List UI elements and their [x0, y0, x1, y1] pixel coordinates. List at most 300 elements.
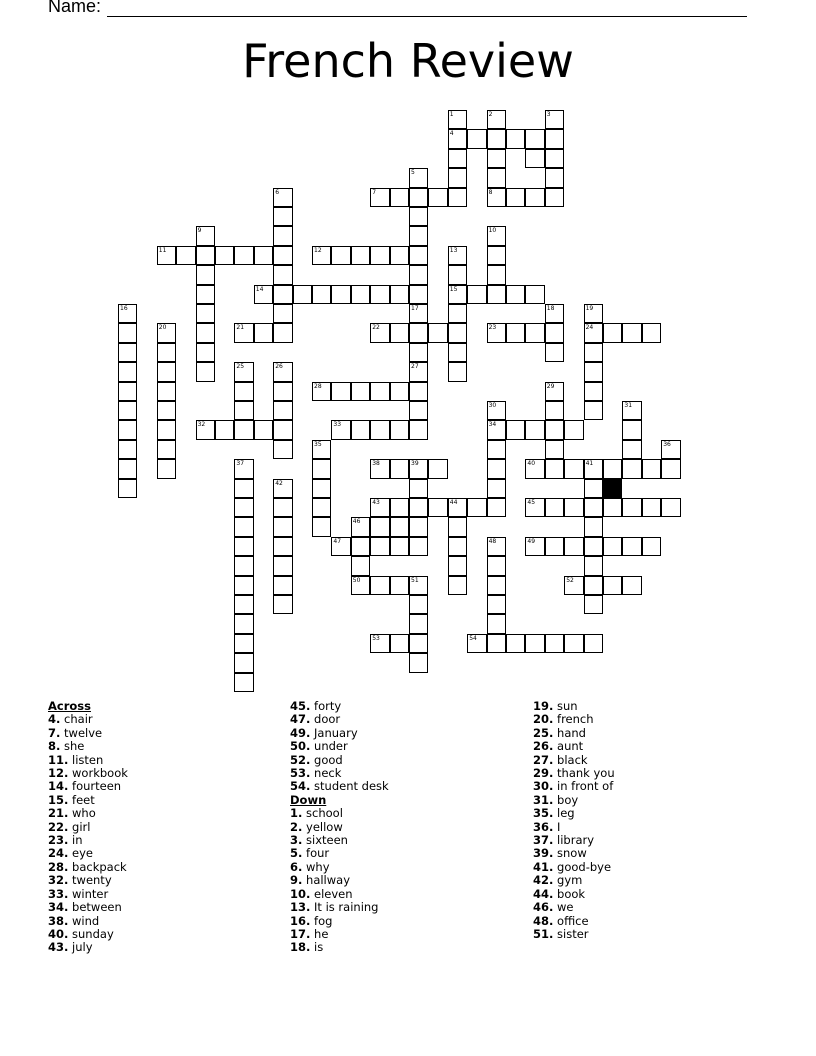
- grid-cell[interactable]: [351, 285, 370, 304]
- grid-cell[interactable]: [448, 323, 467, 342]
- grid-cell[interactable]: [370, 537, 389, 556]
- grid-cell[interactable]: [273, 440, 292, 459]
- clue-number: 47: [333, 537, 342, 545]
- grid-cell[interactable]: [273, 382, 292, 401]
- clue-item: [290, 888, 389, 901]
- clue-item-number: 54.: [290, 779, 311, 794]
- clue-item-text: eye: [68, 846, 93, 861]
- across-clue-list-continued: [290, 700, 389, 794]
- clue-item-text: workbook: [68, 766, 128, 781]
- grid-cell[interactable]: [273, 226, 292, 245]
- grid-cell[interactable]: [118, 479, 137, 498]
- grid-cell[interactable]: [312, 498, 331, 517]
- clue-item-text: yellow: [302, 819, 343, 834]
- grid-cell[interactable]: [487, 459, 506, 478]
- grid-cell[interactable]: [487, 285, 506, 304]
- grid-cell[interactable]: [622, 537, 641, 556]
- grid-cell[interactable]: [215, 420, 234, 439]
- grid-cell[interactable]: [622, 440, 641, 459]
- grid-cell[interactable]: [545, 401, 564, 420]
- clue-item-number: 16.: [290, 913, 311, 928]
- clue-item: [533, 713, 615, 726]
- grid-cell[interactable]: [390, 323, 409, 342]
- grid-cell[interactable]: [487, 129, 506, 148]
- grid-cell[interactable]: [234, 537, 253, 556]
- grid-cell[interactable]: [254, 323, 273, 342]
- grid-cell[interactable]: [196, 304, 215, 323]
- grid-cell[interactable]: [409, 401, 428, 420]
- grid-cell[interactable]: [487, 479, 506, 498]
- grid-cell[interactable]: [234, 401, 253, 420]
- grid-cell[interactable]: [584, 634, 603, 653]
- clue-item-text: she: [60, 739, 85, 754]
- grid-cell[interactable]: [603, 459, 622, 478]
- clue-item-text: we: [553, 900, 574, 915]
- clue-item: [48, 888, 128, 901]
- grid-cell[interactable]: [545, 168, 564, 187]
- grid-cell[interactable]: [584, 576, 603, 595]
- grid-cell[interactable]: [603, 498, 622, 517]
- clue-number: 17: [411, 305, 419, 312]
- grid-cell[interactable]: [564, 537, 583, 556]
- grid-cell[interactable]: [273, 401, 292, 420]
- grid-cell[interactable]: [661, 498, 680, 517]
- grid-cell[interactable]: [157, 401, 176, 420]
- clue-item-text: school: [302, 806, 343, 821]
- grid-cell[interactable]: [487, 168, 506, 187]
- grid-cell[interactable]: [545, 498, 564, 517]
- grid-cell[interactable]: [506, 129, 525, 148]
- grid-cell[interactable]: [409, 246, 428, 265]
- clue-item-number: 7.: [48, 725, 61, 740]
- grid-cell[interactable]: [390, 576, 409, 595]
- clue-item-number: 12.: [48, 766, 69, 781]
- clue-item-number: 6.: [290, 859, 303, 874]
- clue-number: 19: [585, 305, 594, 312]
- clue-item: [48, 807, 128, 820]
- grid-cell[interactable]: [157, 362, 176, 381]
- grid-cell[interactable]: [603, 323, 622, 342]
- clue-item-text: in: [68, 833, 83, 848]
- grid-cell[interactable]: [448, 343, 467, 362]
- clue-item: [290, 915, 389, 928]
- grid-cell[interactable]: [293, 285, 312, 304]
- clue-item-text: hallway: [302, 873, 351, 888]
- grid-cell[interactable]: [525, 149, 544, 168]
- grid-cell[interactable]: [390, 246, 409, 265]
- name-label: Name:: [48, 0, 102, 16]
- clue-item-number: 29.: [533, 766, 554, 781]
- clue-number: 15: [449, 285, 458, 293]
- grid-cell[interactable]: [409, 498, 428, 517]
- grid-cell[interactable]: [409, 265, 428, 284]
- grid-cell[interactable]: [545, 149, 564, 168]
- grid-cell[interactable]: [118, 401, 137, 420]
- grid-cell[interactable]: [157, 343, 176, 362]
- grid-cell[interactable]: [196, 285, 215, 304]
- grid-cell[interactable]: [273, 420, 292, 439]
- grid-cell[interactable]: [157, 382, 176, 401]
- clue-item-number: 43.: [48, 940, 69, 955]
- grid-cell[interactable]: [118, 323, 137, 342]
- grid-cell[interactable]: [545, 634, 564, 653]
- grid-cell[interactable]: [370, 285, 389, 304]
- grid-cell[interactable]: [273, 576, 292, 595]
- clue-number: 34: [488, 421, 497, 429]
- grid-cell[interactable]: [487, 595, 506, 614]
- grid-cell[interactable]: [409, 537, 428, 556]
- grid-cell[interactable]: [273, 265, 292, 284]
- grid-cell[interactable]: [584, 537, 603, 556]
- grid-cell[interactable]: [273, 246, 292, 265]
- grid-cell[interactable]: [448, 149, 467, 168]
- grid-cell[interactable]: [390, 459, 409, 478]
- grid-cell[interactable]: [603, 537, 622, 556]
- grid-cell[interactable]: [157, 440, 176, 459]
- clue-item-number: 49.: [290, 725, 311, 740]
- grid-cell[interactable]: [234, 382, 253, 401]
- clue-item: [290, 847, 389, 860]
- grid-cell[interactable]: [545, 188, 564, 207]
- grid-cell[interactable]: [584, 362, 603, 381]
- grid-cell[interactable]: [351, 246, 370, 265]
- clue-item: [48, 861, 128, 874]
- clue-item-text: girl: [68, 819, 91, 834]
- grid-cell[interactable]: [409, 207, 428, 226]
- grid-cell[interactable]: [273, 323, 292, 342]
- clue-number: 26: [275, 363, 283, 371]
- clue-item-text: student desk: [310, 779, 389, 794]
- grid-cell[interactable]: [545, 129, 564, 148]
- clue-number: 4: [449, 130, 454, 138]
- grid-cell[interactable]: [312, 459, 331, 478]
- clue-item: [533, 915, 615, 928]
- clue-item: [290, 874, 389, 887]
- grid-cell[interactable]: [584, 343, 603, 362]
- grid-cell[interactable]: [525, 129, 544, 148]
- clue-number: 5: [411, 169, 415, 177]
- grid-cell[interactable]: [409, 382, 428, 401]
- clue-item: [290, 928, 389, 941]
- grid-cell[interactable]: [409, 634, 428, 653]
- clue-number: 9: [197, 227, 202, 235]
- grid-cell[interactable]: [661, 459, 680, 478]
- grid-cell[interactable]: [409, 517, 428, 536]
- grid-cell[interactable]: [487, 498, 506, 517]
- grid-cell[interactable]: [390, 537, 409, 556]
- grid-cell[interactable]: [487, 576, 506, 595]
- clue-item-number: 14.: [48, 779, 69, 794]
- grid-cell[interactable]: [448, 517, 467, 536]
- grid-cell[interactable]: [642, 459, 661, 478]
- clue-item-text: I: [553, 819, 561, 834]
- grid-cell[interactable]: [118, 382, 137, 401]
- clue-number: 46: [352, 518, 361, 526]
- grid-cell[interactable]: [215, 246, 234, 265]
- grid-cell[interactable]: [234, 420, 253, 439]
- grid-cell[interactable]: [564, 634, 583, 653]
- clue-item-text: leg: [553, 806, 575, 821]
- grid-cell[interactable]: [525, 420, 544, 439]
- clue-item-text: he: [310, 926, 329, 941]
- grid-cell[interactable]: [196, 362, 215, 381]
- grid-cell[interactable]: [642, 537, 661, 556]
- grid-cell[interactable]: [234, 498, 253, 517]
- grid-cell[interactable]: [545, 420, 564, 439]
- grid-cell[interactable]: [545, 537, 564, 556]
- grid-cell[interactable]: [506, 323, 525, 342]
- grid-cell[interactable]: [448, 576, 467, 595]
- clue-number: 20: [158, 324, 167, 332]
- clue-number: 33: [333, 421, 342, 429]
- clue-item-number: 18.: [290, 940, 311, 955]
- grid-cell[interactable]: [273, 304, 292, 323]
- grid-cell[interactable]: [234, 634, 253, 653]
- grid-cell[interactable]: [428, 498, 447, 517]
- grid-cell[interactable]: [312, 285, 331, 304]
- grid-cell[interactable]: [564, 420, 583, 439]
- grid-cell[interactable]: [176, 246, 195, 265]
- across-header: Across: [48, 699, 91, 713]
- grid-cell[interactable]: [409, 323, 428, 342]
- grid-cell[interactable]: [487, 556, 506, 575]
- grid-cell[interactable]: [118, 343, 137, 362]
- clue-number: 3: [546, 111, 551, 118]
- grid-cell[interactable]: [390, 634, 409, 653]
- grid-cell[interactable]: [273, 517, 292, 536]
- clue-item-text: office: [553, 913, 589, 928]
- grid-cell[interactable]: [118, 440, 137, 459]
- grid-cell[interactable]: [331, 246, 350, 265]
- clue-item-text: twelve: [60, 725, 103, 740]
- clue-item-text: sixteen: [302, 833, 348, 848]
- grid-cell[interactable]: [234, 653, 253, 672]
- clue-item: [533, 834, 615, 847]
- grid-cell[interactable]: [448, 556, 467, 575]
- clue-item-number: 26.: [533, 739, 554, 754]
- grid-cell[interactable]: [525, 285, 544, 304]
- grid-cell[interactable]: [157, 420, 176, 439]
- grid-cell[interactable]: [234, 576, 253, 595]
- clue-item-number: 31.: [533, 792, 554, 807]
- grid-cell[interactable]: [642, 323, 661, 342]
- clue-item: [533, 928, 615, 941]
- grid-cell[interactable]: [118, 459, 137, 478]
- grid-cell[interactable]: [312, 479, 331, 498]
- grid-cell[interactable]: [487, 246, 506, 265]
- clue-item-text: good: [310, 752, 343, 767]
- clue-item: [290, 780, 389, 793]
- grid-cell[interactable]: [234, 556, 253, 575]
- clue-item: [48, 727, 128, 740]
- grid-cell[interactable]: [409, 653, 428, 672]
- clue-column-2: [290, 700, 389, 955]
- clue-item: [533, 807, 615, 820]
- grid-cell[interactable]: [487, 440, 506, 459]
- grid-cell[interactable]: [584, 517, 603, 536]
- clue-item-text: twenty: [68, 873, 112, 888]
- clue-item-number: 38.: [48, 913, 69, 928]
- grid-cell[interactable]: [234, 479, 253, 498]
- grid-cell[interactable]: [234, 595, 253, 614]
- grid-cell[interactable]: [584, 401, 603, 420]
- grid-cell[interactable]: [351, 537, 370, 556]
- grid-cell[interactable]: [564, 459, 583, 478]
- grid-cell[interactable]: [584, 556, 603, 575]
- grid-cell[interactable]: [584, 382, 603, 401]
- grid-cell[interactable]: [622, 323, 641, 342]
- grid-cell[interactable]: [390, 420, 409, 439]
- grid-cell[interactable]: [467, 498, 486, 517]
- grid-cell[interactable]: [584, 479, 603, 498]
- grid-cell[interactable]: [331, 285, 350, 304]
- grid-cell[interactable]: [584, 595, 603, 614]
- clue-item-number: 37.: [533, 833, 554, 848]
- grid-cell[interactable]: [448, 537, 467, 556]
- grid-cell[interactable]: [234, 517, 253, 536]
- grid-cell[interactable]: [525, 188, 544, 207]
- grid-cell[interactable]: [390, 285, 409, 304]
- grid-cell[interactable]: [448, 362, 467, 381]
- clue-item-number: 3.: [290, 833, 303, 848]
- grid-cell[interactable]: [234, 246, 253, 265]
- grid-cell[interactable]: [390, 517, 409, 536]
- clue-item-text: under: [310, 739, 348, 754]
- grid-cell[interactable]: [409, 595, 428, 614]
- grid-cell[interactable]: [196, 343, 215, 362]
- grid-cell[interactable]: [428, 323, 447, 342]
- grid-cell[interactable]: [331, 382, 350, 401]
- grid-cell[interactable]: [273, 207, 292, 226]
- grid-cell[interactable]: [254, 246, 273, 265]
- across-clue-list: [48, 713, 128, 954]
- grid-cell[interactable]: [273, 537, 292, 556]
- clue-item-text: good-bye: [553, 859, 612, 874]
- clue-item-number: 35.: [533, 806, 554, 821]
- grid-cell[interactable]: [370, 576, 389, 595]
- grid-cell[interactable]: [390, 498, 409, 517]
- grid-cell[interactable]: [622, 459, 641, 478]
- clue-item: [533, 767, 615, 780]
- grid-cell[interactable]: [467, 285, 486, 304]
- clue-item: [48, 780, 128, 793]
- grid-cell[interactable]: [390, 188, 409, 207]
- grid-cell[interactable]: [409, 614, 428, 633]
- grid-cell[interactable]: [487, 149, 506, 168]
- grid-cell[interactable]: [448, 168, 467, 187]
- grid-cell[interactable]: [118, 362, 137, 381]
- grid-cell[interactable]: [196, 265, 215, 284]
- grid-cell[interactable]: [506, 420, 525, 439]
- clue-item-text: hand: [553, 725, 586, 740]
- grid-cell[interactable]: [351, 382, 370, 401]
- clue-number: 51: [411, 576, 419, 584]
- grid-cell[interactable]: [273, 595, 292, 614]
- grid-cell[interactable]: [506, 634, 525, 653]
- grid-cell[interactable]: [525, 634, 544, 653]
- grid-cell[interactable]: [428, 459, 447, 478]
- grid-cell[interactable]: [622, 498, 641, 517]
- clue-item-number: 40.: [48, 926, 69, 941]
- grid-cell[interactable]: [506, 188, 525, 207]
- grid-cell[interactable]: [196, 323, 215, 342]
- grid-cell[interactable]: [467, 129, 486, 148]
- clue-number: 31: [624, 402, 633, 409]
- clue-number: 10: [488, 227, 497, 235]
- grid-cell[interactable]: [273, 556, 292, 575]
- grid-cell[interactable]: [312, 517, 331, 536]
- grid-cell[interactable]: [370, 246, 389, 265]
- grid-cell[interactable]: [351, 556, 370, 575]
- clue-item-number: 4.: [48, 712, 61, 727]
- grid-cell[interactable]: [254, 420, 273, 439]
- grid-cell[interactable]: [506, 285, 525, 304]
- grid-cell[interactable]: [545, 343, 564, 362]
- grid-cell[interactable]: [234, 673, 253, 692]
- grid-cell[interactable]: [234, 614, 253, 633]
- grid-cell[interactable]: [622, 420, 641, 439]
- grid-cell[interactable]: [545, 323, 564, 342]
- grid-cell[interactable]: [545, 459, 564, 478]
- grid-cell[interactable]: [351, 420, 370, 439]
- grid-cell[interactable]: [409, 226, 428, 245]
- grid-cell[interactable]: [409, 285, 428, 304]
- grid-cell[interactable]: [428, 188, 447, 207]
- grid-cell[interactable]: [196, 246, 215, 265]
- grid-cell[interactable]: [118, 420, 137, 439]
- clue-item-text: boy: [553, 792, 579, 807]
- grid-cell[interactable]: [409, 188, 428, 207]
- grid-cell[interactable]: [273, 498, 292, 517]
- grid-cell[interactable]: [603, 576, 622, 595]
- clue-item-number: 45.: [290, 699, 311, 713]
- grid-cell[interactable]: [390, 382, 409, 401]
- grid-cell[interactable]: [448, 304, 467, 323]
- grid-cell[interactable]: [642, 498, 661, 517]
- grid-cell[interactable]: [273, 285, 292, 304]
- clue-number: 14: [255, 285, 264, 293]
- grid-cell[interactable]: [487, 614, 506, 633]
- clue-number: 45: [527, 499, 536, 506]
- clue-item-number: 34.: [48, 900, 69, 915]
- grid-cell[interactable]: [545, 440, 564, 459]
- grid-cell[interactable]: [409, 343, 428, 362]
- clue-number: 24: [585, 324, 594, 332]
- grid-cell[interactable]: [409, 479, 428, 498]
- grid-cell[interactable]: [409, 420, 428, 439]
- clue-item-number: 32.: [48, 873, 69, 888]
- grid-cell[interactable]: [487, 634, 506, 653]
- grid-cell[interactable]: [622, 576, 641, 595]
- grid-cell[interactable]: [370, 420, 389, 439]
- grid-cell[interactable]: [564, 498, 583, 517]
- clue-item: [48, 834, 128, 847]
- grid-cell[interactable]: [448, 265, 467, 284]
- grid-cell[interactable]: [487, 265, 506, 284]
- grid-cell[interactable]: [448, 188, 467, 207]
- clue-item-text: sister: [553, 926, 589, 941]
- grid-cell[interactable]: [525, 323, 544, 342]
- grid-cell[interactable]: [370, 517, 389, 536]
- grid-cell[interactable]: [157, 459, 176, 478]
- clue-number: 49: [527, 537, 536, 545]
- clue-number: 1: [449, 111, 454, 118]
- clue-item-text: eleven: [310, 886, 353, 901]
- grid-cell[interactable]: [584, 498, 603, 517]
- down-clue-list: [290, 807, 389, 954]
- clue-item: [48, 794, 128, 807]
- grid-cell[interactable]: [370, 382, 389, 401]
